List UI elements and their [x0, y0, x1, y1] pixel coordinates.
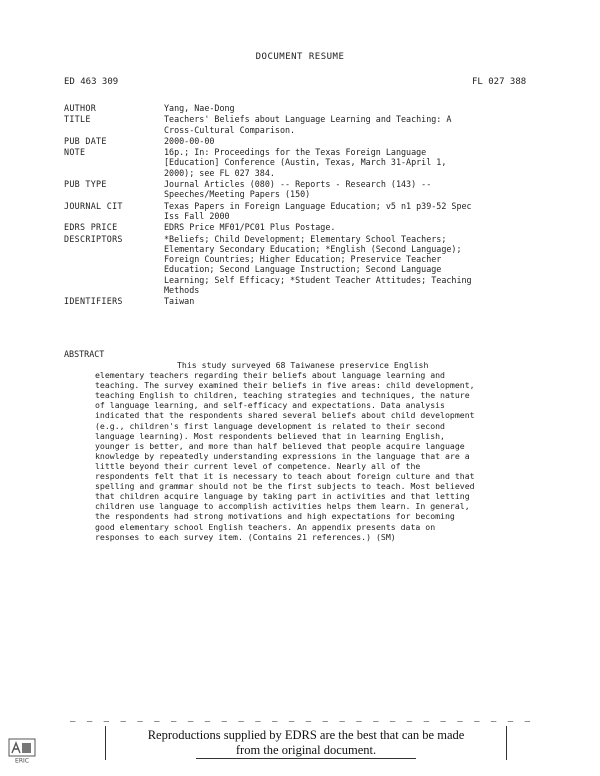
field-value-line: Education; Second Language Instruction; Second Language [164, 264, 442, 275]
field-value [164, 136, 524, 146]
field-label: PUB DATE [64, 135, 107, 146]
accession-number: FL 027 388 [472, 77, 527, 87]
field-value-line: Texas Papers in Foreign Language Education; v5 n1 p39-52 Spec [164, 200, 472, 211]
field-value-line: Iss Fall 2000 [164, 210, 230, 221]
field-label: NOTE [64, 147, 86, 158]
field-value [164, 296, 524, 306]
reproduction-notice [105, 726, 507, 760]
abstract-line: younger is better, and more than half believed that people acquire language [95, 440, 465, 451]
field-value [164, 234, 524, 296]
abstract-line: (e.g., children's first language development is related to their second [95, 420, 445, 431]
abstract-line: knowledge by repeatedly understanding expressions in the language that are a [95, 450, 470, 461]
field-row [64, 296, 544, 306]
field-value-line: Speeches/Meeting Papers (150) [164, 189, 311, 200]
abstract-line: language learning). Most respondents believed that in learning English, [95, 430, 445, 441]
abstract-label: ABSTRACT [64, 349, 105, 359]
field-value-line: [Education] Conference (Austin, Texas, March 31-April 1, [164, 157, 447, 168]
citation-fields [64, 103, 544, 308]
field-label: TITLE [64, 114, 91, 125]
field-label: DESCRIPTORS [64, 233, 123, 244]
field-value-line: Taiwan [164, 296, 195, 307]
separator-dashes: — — — — — — — — — — — — — — — — — — — — — — — — — — — — [70, 717, 534, 727]
abstract-line: little beyond their current level of competence. Nearly all of the [95, 460, 421, 471]
abstract-line: of language learning, and self-efficacy and expectations. Data analysis [95, 400, 445, 411]
field-row [64, 201, 544, 222]
field-value-line: Elementary Secondary Education; *English (Second Language); [164, 243, 462, 254]
field-row [64, 179, 544, 200]
reproduction-notice-line1: Reproductions supplied by EDRS are the best that can be made [147, 728, 465, 742]
page-title: DOCUMENT RESUME [255, 52, 345, 62]
eric-logo-text: ERIC [15, 757, 29, 764]
abstract-line: teaching English to children, teaching strategies and techniques, the nature [95, 390, 470, 401]
field-value-line: Yang, Nae-Dong [164, 103, 235, 113]
abstract-line: indicated that the respondents shared several beliefs about child development [95, 410, 475, 421]
field-value-line: Methods [164, 285, 200, 296]
abstract-line: teaching. The survey examined their beliefs in five areas: child development, [95, 380, 475, 391]
field-label: PUB TYPE [64, 179, 107, 190]
abstract-line: respondents felt that it is necessary to teach about foreign culture and that [95, 471, 475, 482]
abstract-line: responses to each survey item. (Contains 21 references.) (SM) [95, 531, 396, 542]
abstract-line: children use language to accomplish activities helps them learn. In general, [95, 501, 470, 512]
abstract-line: This study surveyed 68 Taiwanese preservice English [177, 360, 429, 370]
field-value-line: Cross-Cultural Comparison. [164, 124, 296, 135]
field-label: AUTHOR [64, 103, 97, 113]
field-value [164, 114, 524, 135]
field-value-line: 2000-00-00 [164, 135, 215, 146]
field-value [164, 179, 524, 200]
field-row [64, 114, 544, 135]
field-value-line: 16p.; In: Proceedings for the Texas Foreign Language [164, 147, 427, 158]
field-value-line: Journal Articles (080) -- Reports - Research (143) -- [164, 179, 432, 190]
abstract-line: spelling and grammar should not be the first subjects to teach. Most believed [95, 481, 475, 492]
field-value-line: Learning; Self Efficacy; *Student Teacher Attitudes; Teaching [164, 274, 472, 285]
field-value [164, 103, 524, 113]
abstract-line: good elementary school English teachers. An appendix presents data on [95, 521, 436, 532]
field-row [64, 147, 544, 178]
reproduction-notice-line2: from the original document. [196, 743, 416, 759]
field-row [64, 234, 544, 296]
abstract-line: the respondents had strong motivations and high expectations for becoming [95, 511, 455, 522]
field-value [164, 222, 524, 232]
field-value-line: Foreign Countries; Higher Education; Preservice Teacher [164, 254, 442, 265]
field-value-line: EDRS Price MF01/PC01 Plus Postage. [164, 222, 336, 233]
eric-logo-icon [8, 738, 36, 764]
field-value [164, 201, 524, 222]
field-row [64, 222, 544, 232]
field-value-line: *Beliefs; Child Development; Elementary School Teachers; [164, 233, 447, 244]
abstract-line: that children acquire language by taking part in activities and that letting [95, 491, 470, 502]
field-label: JOURNAL CIT [64, 200, 123, 211]
field-value [164, 147, 524, 178]
document-number: ED 463 309 [64, 77, 119, 87]
field-value-line: 2000); see FL 027 384. [164, 167, 275, 178]
field-label: IDENTIFIERS [64, 296, 123, 307]
abstract-text [95, 360, 545, 542]
field-label: EDRS PRICE [64, 222, 118, 233]
field-row [64, 136, 544, 146]
abstract-line: elementary teachers regarding their beliefs about language learning and [95, 370, 445, 381]
field-value-line: Teachers' Beliefs about Language Learning and Teaching: A [164, 114, 452, 125]
field-row [64, 103, 544, 113]
